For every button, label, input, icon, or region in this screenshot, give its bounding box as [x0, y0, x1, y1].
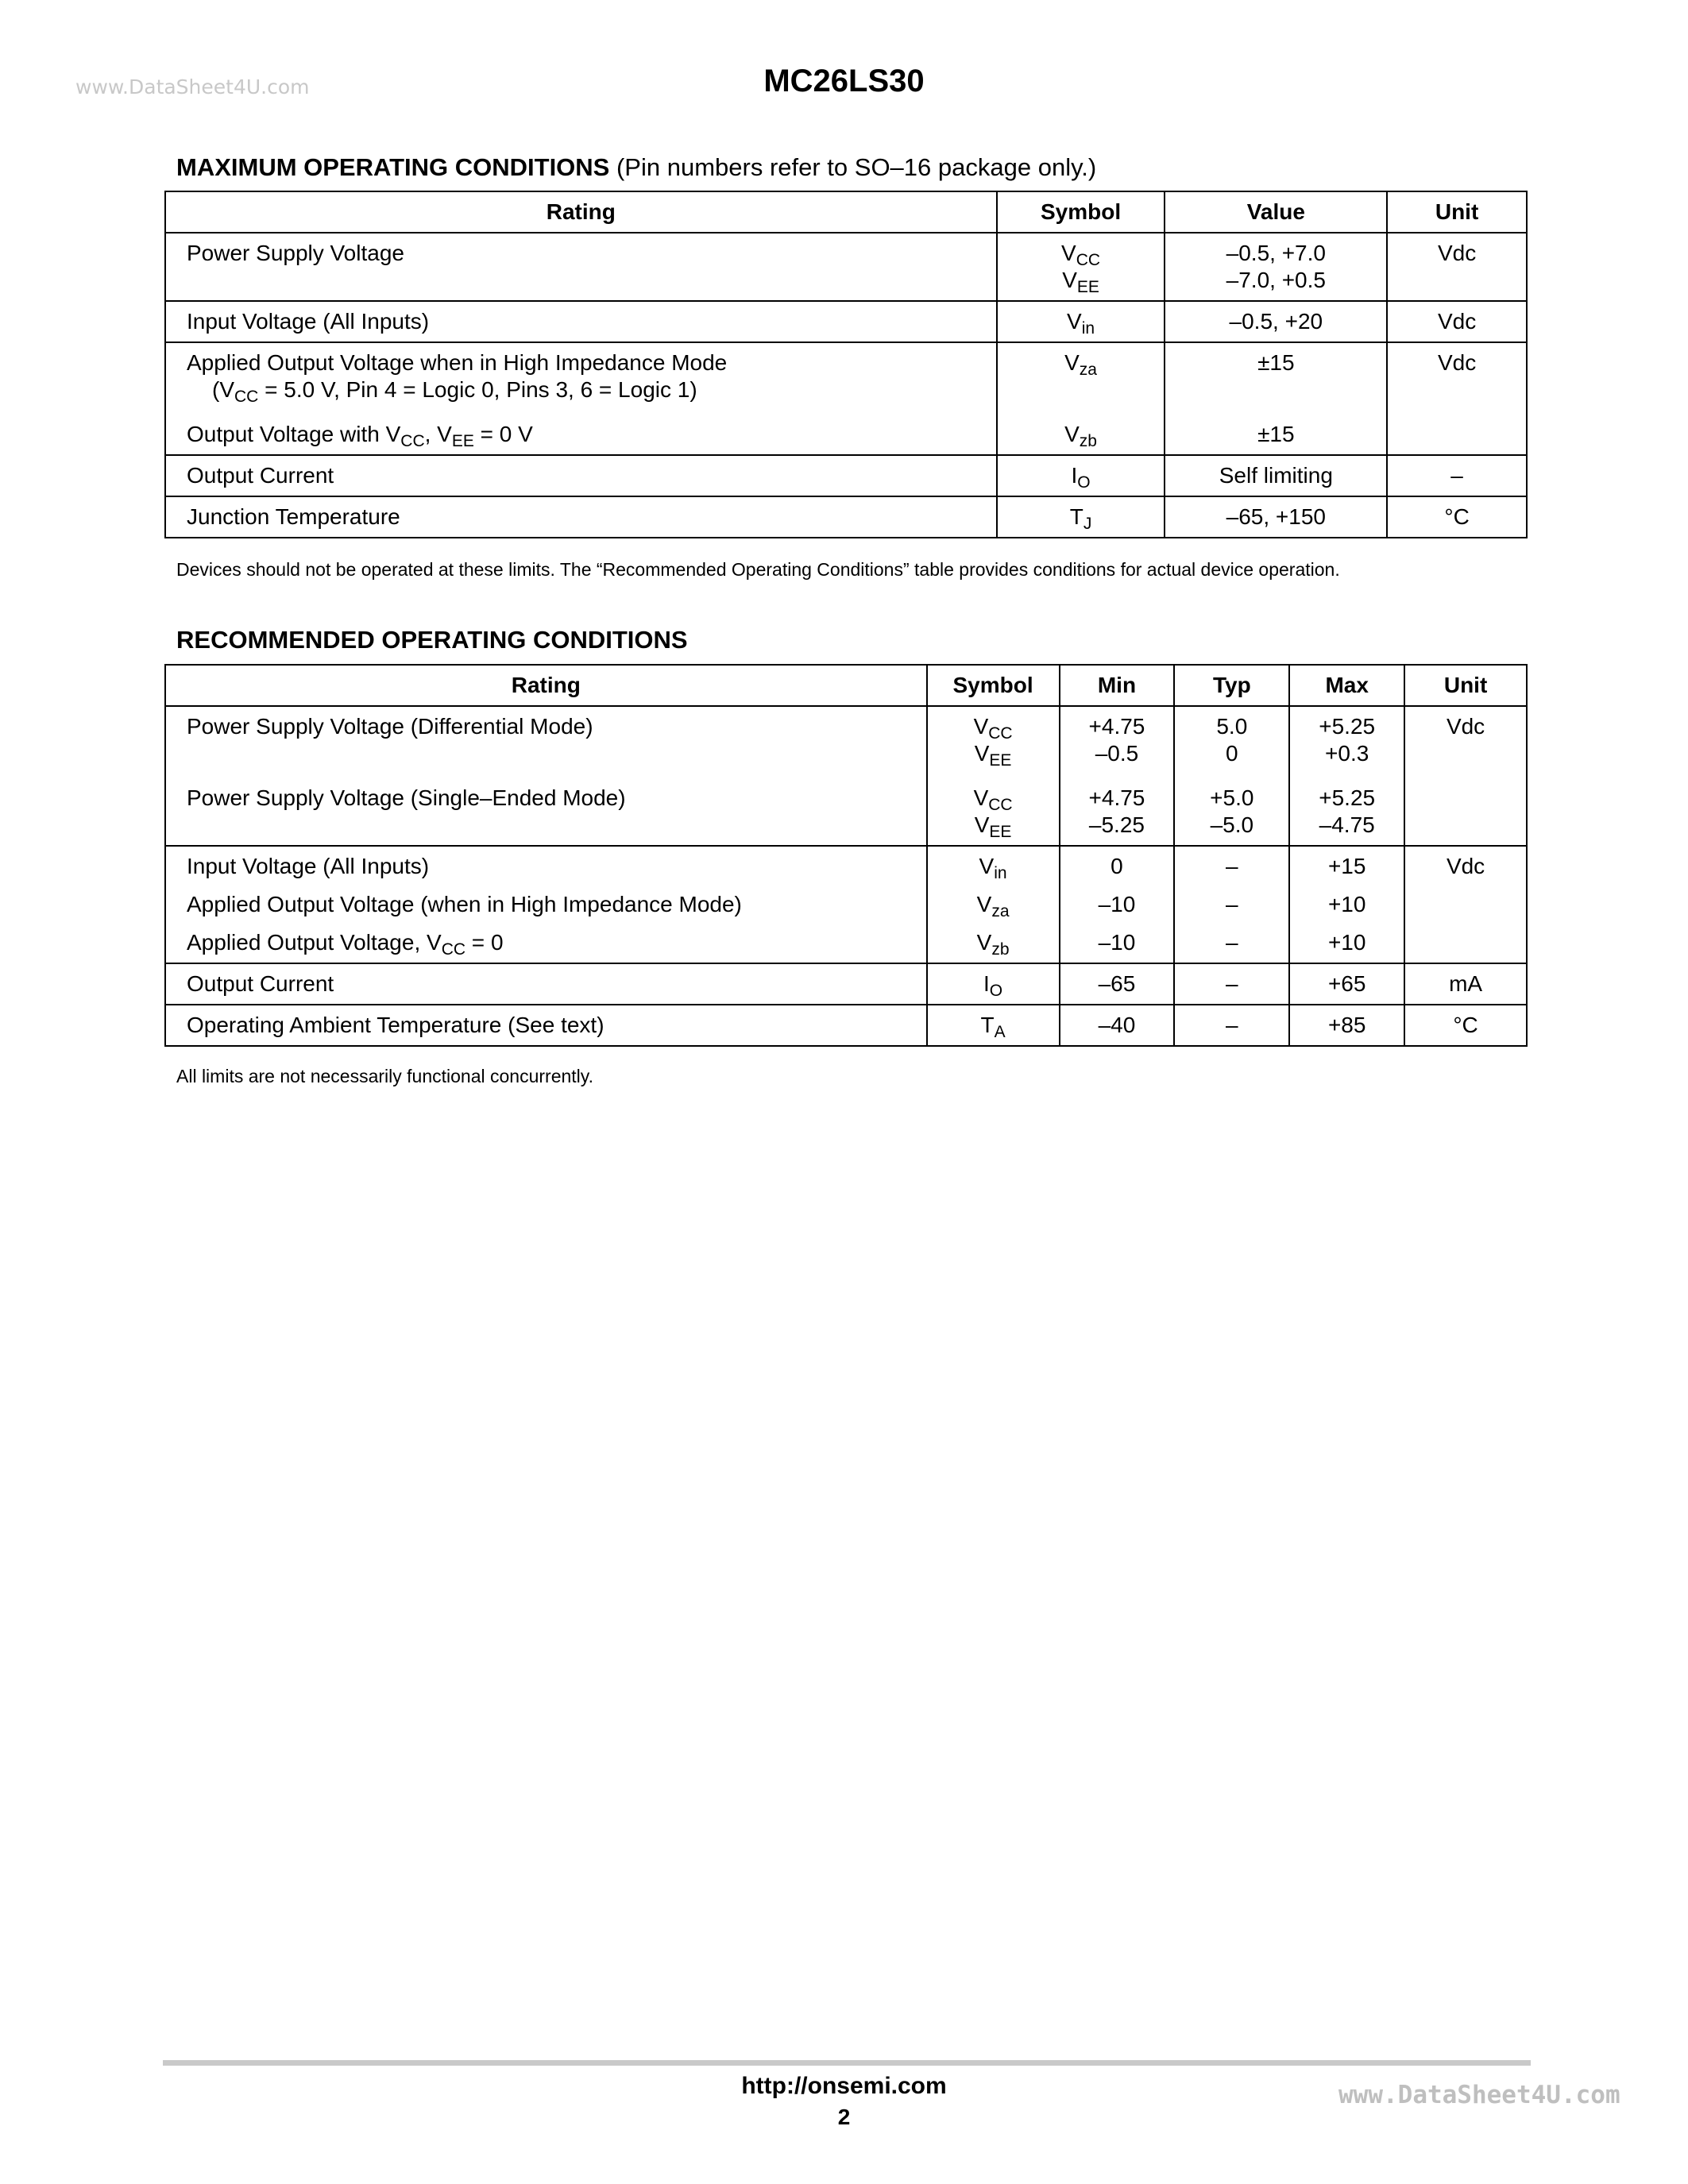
max-conditions-table [164, 191, 1528, 538]
table-row [165, 496, 1527, 538]
rating-cell [165, 706, 927, 846]
footer-url-link[interactable]: http://onsemi.com [741, 2073, 947, 2099]
value-text: ±15 [1257, 422, 1295, 446]
rec-conditions-table [164, 664, 1528, 1047]
symbol: $V_{CC}$ [973, 714, 1013, 743]
rating-text: Applied Output Voltage, $V_{CC} = 0$ [187, 930, 504, 959]
symbol-cell: $T_A$ [927, 1005, 1060, 1046]
rating-cell: Input Voltage (All Inputs) [165, 301, 997, 342]
unit-cell: Vdc [1387, 342, 1527, 455]
table-row [165, 846, 1527, 963]
symbol-cell [927, 706, 1060, 846]
unit-cell: °C [1387, 496, 1527, 538]
symbol: $V_{za}$ [1064, 350, 1097, 379]
rating-cell: Output Current [165, 455, 997, 496]
rec-conditions-footnote: All limits are not necessarily functional concurrently. [176, 1066, 593, 1086]
rating-condition: ($V_{CC} = 5.0$ V, Pin 4 = Logic 0, Pins 3, 6 = Logic 1) [212, 377, 697, 406]
value-text: ±15 [1257, 350, 1295, 375]
max-conditions-title [176, 153, 1096, 182]
min-cell: –65 [1060, 963, 1175, 1005]
value-cell: Self limiting [1165, 455, 1387, 496]
header-unit: Unit [1387, 191, 1527, 233]
min-cell: –40 [1060, 1005, 1175, 1046]
table-row [165, 706, 1527, 846]
symbol: $V_{in}$ [979, 854, 1007, 882]
symbol-cell [997, 342, 1165, 455]
watermark-bottom: www.DataSheet4U.com [1338, 2081, 1620, 2109]
unit-cell: – [1387, 455, 1527, 496]
rating-text: Power Supply Voltage [187, 241, 404, 265]
document-title: MC26LS30 [763, 64, 925, 98]
rating-text: Applied Output Voltage when in High Impedance Mode [187, 350, 728, 375]
symbol-cell: $T_J$ [997, 496, 1165, 538]
value-text: –0.5, +7.0 [1226, 241, 1326, 265]
page-number: 2 [837, 2105, 851, 2129]
table-header-row [165, 665, 1527, 706]
header-rating: Rating [165, 191, 997, 233]
symbol-cell: $V_{in}$ [997, 301, 1165, 342]
rating-text: Applied Output Voltage (when in High Impedance Mode) [187, 892, 742, 916]
table-row [165, 455, 1527, 496]
symbol: $V_{EE}$ [974, 812, 1012, 841]
symbol-cell [997, 233, 1165, 301]
header-typ: Typ [1174, 665, 1289, 706]
value-cell [1165, 342, 1387, 455]
unit-cell: Vdc [1404, 846, 1527, 963]
symbol-cell: $I_O$ [927, 963, 1060, 1005]
table-header-row [165, 191, 1527, 233]
max-cell: +15 +10 +10 [1289, 846, 1404, 963]
symbol: $V_{zb}$ [976, 930, 1010, 959]
header-min: Min [1060, 665, 1175, 706]
max-cell: +5.25 +0.3 +5.25 –4.75 [1289, 706, 1404, 846]
header-rating: Rating [165, 665, 927, 706]
typ-cell: 5.0 0 +5.0 –5.0 [1174, 706, 1289, 846]
typ-cell: – [1174, 1005, 1289, 1046]
rating-cell [165, 846, 927, 963]
table-row [165, 342, 1527, 455]
max-cell: +65 [1289, 963, 1404, 1005]
value-cell: –65, +150 [1165, 496, 1387, 538]
table-row [165, 233, 1527, 301]
header-max: Max [1289, 665, 1404, 706]
rating-cell: Junction Temperature [165, 496, 997, 538]
symbol-cell: $I_O$ [997, 455, 1165, 496]
symbol: $V_{EE}$ [974, 741, 1012, 770]
max-conditions-title-text: MAXIMUM OPERATING CONDITIONS [176, 153, 610, 181]
unit-cell: Vdc [1404, 706, 1527, 846]
table-row [165, 1005, 1527, 1046]
table-row [165, 301, 1527, 342]
symbol-cell [927, 846, 1060, 963]
symbol: $V_{CC}$ [1061, 241, 1101, 269]
symbol: $V_{CC}$ [973, 785, 1013, 814]
table-row [165, 963, 1527, 1005]
header-value: Value [1165, 191, 1387, 233]
min-cell: 0 –10 –10 [1060, 846, 1175, 963]
unit-cell: °C [1404, 1005, 1527, 1046]
unit-cell: Vdc [1387, 301, 1527, 342]
value-cell: –0.5, +20 [1165, 301, 1387, 342]
min-cell: +4.75 –0.5 +4.75 –5.25 [1060, 706, 1175, 846]
rating-text: Input Voltage (All Inputs) [187, 854, 430, 878]
typ-cell: – – – [1174, 846, 1289, 963]
max-conditions-footnote: Devices should not be operated at these limits. The “Recommended Operating Conditions” table provides conditions for actual device operation. [176, 559, 1340, 580]
value-text: –7.0, +0.5 [1226, 268, 1326, 292]
footer-divider [163, 2060, 1531, 2066]
header-symbol: Symbol [997, 191, 1165, 233]
symbol: $V_{za}$ [976, 892, 1010, 920]
unit-cell: mA [1404, 963, 1527, 1005]
rec-conditions-title: RECOMMENDED OPERATING CONDITIONS [176, 626, 688, 654]
rating-cell: Operating Ambient Temperature (See text) [165, 1005, 927, 1046]
rating-text: Output Voltage with $V_{CC}$, $V_{EE} = 0$ V [187, 422, 533, 450]
rating-cell: Output Current [165, 963, 927, 1005]
typ-cell: – [1174, 963, 1289, 1005]
rating-cell [165, 233, 997, 301]
unit-cell: Vdc [1387, 233, 1527, 301]
value-cell [1165, 233, 1387, 301]
header-unit: Unit [1404, 665, 1527, 706]
max-conditions-title-note: (Pin numbers refer to SO–16 package only.) [609, 153, 1097, 181]
header-symbol: Symbol [927, 665, 1060, 706]
max-cell: +85 [1289, 1005, 1404, 1046]
symbol: $V_{EE}$ [1062, 268, 1099, 296]
rating-cell [165, 342, 997, 455]
rating-text: Power Supply Voltage (Single–Ended Mode) [187, 785, 626, 810]
rating-text: Power Supply Voltage (Differential Mode) [187, 714, 593, 739]
watermark-top: www.DataSheet4U.com [75, 75, 310, 98]
symbol: $V_{zb}$ [1064, 422, 1097, 450]
